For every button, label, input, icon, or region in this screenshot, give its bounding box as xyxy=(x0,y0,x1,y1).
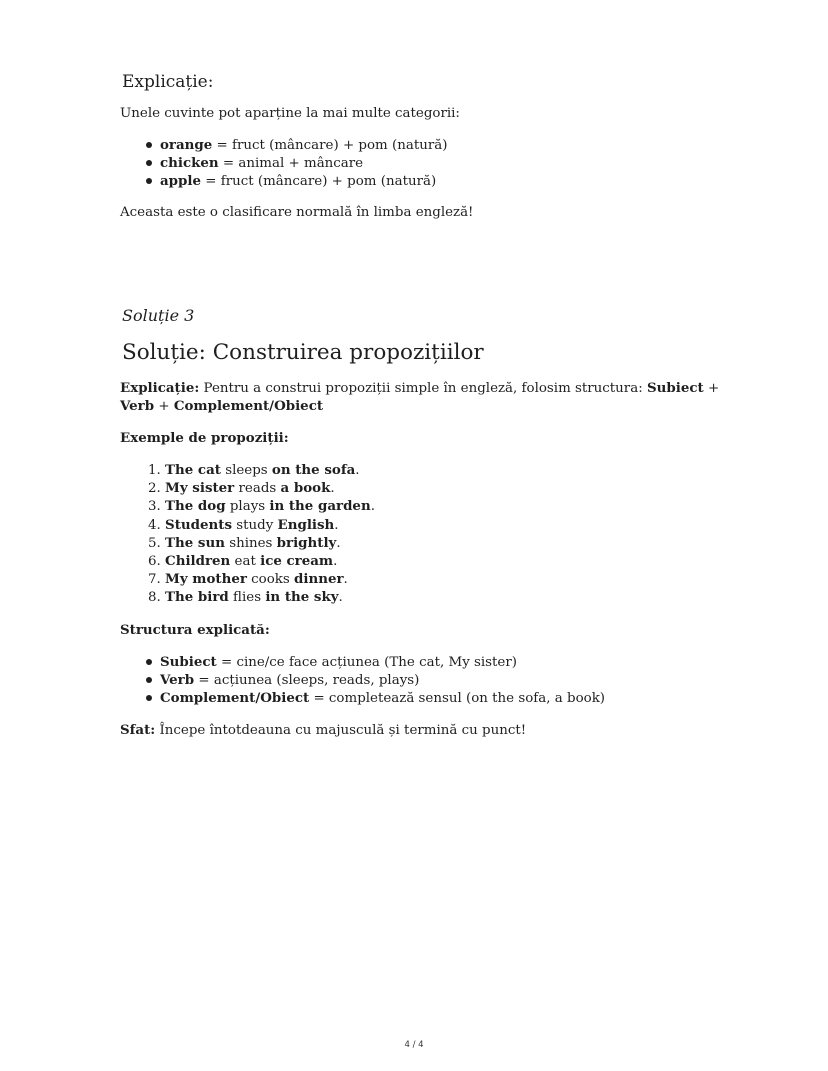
list-item: 4. Students study English. xyxy=(148,516,339,533)
bullet-icon xyxy=(146,695,152,701)
bullet-icon xyxy=(146,142,152,148)
page-number: 4 / 4 xyxy=(404,1040,424,1050)
list-item: apple = fruct (mâncare) + pom (natură) xyxy=(120,172,447,190)
solution-explanation-line1: Explicație: Pentru a construi propoziții simple în engleză, folosim structura: Subiect + xyxy=(120,380,720,396)
list-item: 3. The dog plays in the garden. xyxy=(148,498,375,515)
list-item: 7. My mother cooks dinner. xyxy=(148,571,348,588)
list-item: 2. My sister reads a book. xyxy=(148,480,335,497)
category-list xyxy=(120,136,447,191)
list-item: 6. Children eat ice cream. xyxy=(148,552,338,569)
list-item: orange = fruct (mâncare) + pom (natură) xyxy=(120,136,447,154)
list-item: Complement/Obiect = completează sensul (on the sofa, a book) xyxy=(120,689,605,707)
explicatie-intro: Unele cuvinte pot aparține la mai multe categorii: xyxy=(120,106,460,121)
list-item: Verb = acțiunea (sleeps, reads, plays) xyxy=(120,671,605,689)
structure-list xyxy=(120,653,605,708)
solution-explanation-line2: Verb + Complement/Obiect xyxy=(120,398,324,414)
tip-line: Sfat: Începe întotdeauna cu majusculă și termină cu punct! xyxy=(120,722,527,738)
bullet-icon xyxy=(146,160,152,166)
list-item: 8. The bird flies in the sky. xyxy=(148,589,343,606)
bullet-icon xyxy=(146,659,152,665)
list-item: 1. The cat sleeps on the sofa. xyxy=(148,462,360,478)
explicatie-conclusion: Aceasta este o clasificare normală în limba engleză! xyxy=(120,205,474,220)
solution-label: Soluție 3 xyxy=(122,306,195,325)
list-item: 5. The sun shines brightly. xyxy=(148,534,341,551)
bullet-icon xyxy=(146,677,152,683)
structure-heading: Structura explicată: xyxy=(120,622,270,638)
bullet-icon xyxy=(146,178,152,184)
list-item: Subiect = cine/ce face acțiunea (The cat, My sister) xyxy=(120,653,605,671)
solution-title: Soluție: Construirea propozițiilor xyxy=(122,340,484,365)
list-item: chicken = animal + mâncare xyxy=(120,154,447,172)
explicatie-heading: Explicație: xyxy=(122,72,214,92)
examples-heading: Exemple de propoziții: xyxy=(120,430,289,446)
examples-list xyxy=(120,461,375,607)
